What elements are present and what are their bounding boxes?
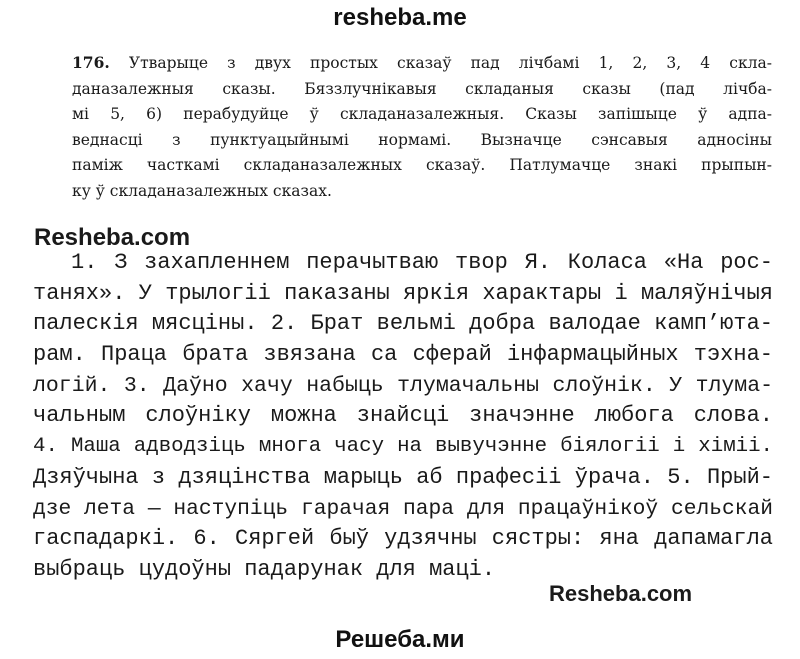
task-line: веднасці з пунктуацыйнымі нормамі. Вызначце сэнсавыя адносіны [72, 130, 772, 149]
exercise-line: 1. З захапленнем перачытваю твор Я. Коласа «На рос- [71, 250, 773, 275]
watermark: Resheba.com [34, 224, 191, 251]
exercise-text [33, 248, 773, 586]
task-instructions [72, 50, 772, 205]
exercise-line: палескія мясціны. 2. Брат вельмі добра валодае камп’юта- [33, 311, 773, 337]
exercise-line: гаспадаркі. 6. Сяргей быў удзячны сястры: яна дапамагла [33, 526, 773, 552]
exercise-line: дзе лета — наступіць гарачая пара для працаўнікоў сельскай [33, 496, 773, 521]
task-line: паміж часткамі складаназалежных сказаў. Патлумачце знакі прыпын- [72, 156, 772, 175]
task-line: ку ў складаназалежных сказах. [72, 181, 332, 200]
exercise-line: выбраць цудоўны падарунак для маці. [33, 556, 496, 582]
task-line: даназалежныя сказы. Бяззлучнікавыя складаныя сказы (пад лічба- [72, 79, 772, 98]
task-line: 176. Утварыце з двух простых сказаў пад лічбамі 1, 2, 3, 4 скла- [72, 53, 772, 72]
exercise-line: 4. Маша адводзіць многа часу на вывучэнне біялогіі і хіміі. [33, 435, 773, 459]
watermark: Resheba.com [549, 581, 693, 606]
exercise-line: рам. Праца брата звязана са сферай інфармацыйных тэхна- [33, 342, 773, 368]
task-number: 176. [72, 53, 110, 72]
exercise-line: логій. 3. Даўно хачу набыць тлумачальны слоўнік. У тлума- [33, 373, 773, 398]
exercise-line: чальным слоўніку можна знайсці значэнне любога слова. [33, 403, 773, 429]
exercise-line: танях». У трылогіі паказаны яркія характары і маляўнічыя [33, 280, 773, 306]
exercise-line: Дзяўчына з дзяцінства марыць аб прафесіі ўрача. 5. Прый- [33, 464, 773, 490]
task-line: мі 5, 6) перабудуйце ў складаназалежныя. Сказы запішыце ў адпа- [72, 105, 772, 124]
site-header: resheba.me [333, 4, 467, 31]
site-footer: Решеба.ми [335, 626, 465, 653]
